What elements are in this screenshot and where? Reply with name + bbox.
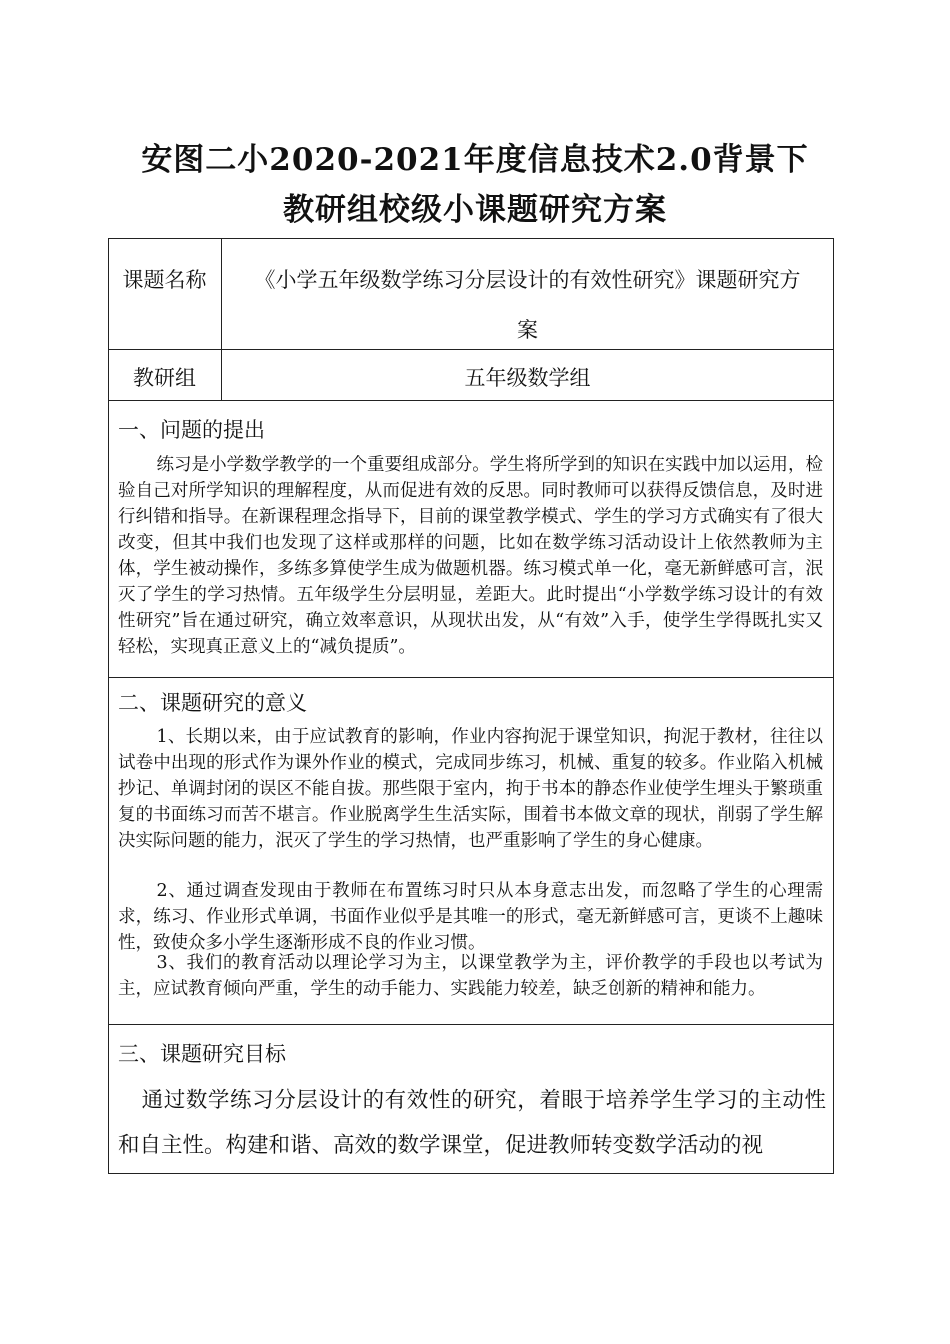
topic-name-value-line1: 《小学五年级数学练习分层设计的有效性研究》课题研究方 bbox=[254, 268, 801, 292]
row-divider bbox=[108, 677, 834, 678]
section1-body: 练习是小学数学教学的一个重要组成部分。学生将所学到的知识在实践中加以运用，检验自己对所学知识的理解程度，从而促进有效的反思。同时教师可以获得反馈信息，及时进行纠错和指导。在新课程理念指导下，目前的课堂教学模式、学生的学习方式确实有了很大改变，但其中我们也发现了这样或那样的问题，比如在数学练习活动设计上依然教师为主体，学生被动操作，多练多算使学生成为做题机器。练习模式单一化，毫无新鲜感可言，泯灭了学生的学习热情。五年级学生分层明显，差距大。此时提出“小学数学练习设计的有效性研究”旨在通过研究，确立效率意识，从现状出发，从“有效”入手，使学生学得既扎实又轻松，实现真正意义上的“减负提质”。 bbox=[118, 455, 823, 657]
section3-body: 通过数学练习分层设计的有效性的研究，着眼于培养学生学习的主动性和自主性。构建和谐、高效的数学课堂，促进教师转变数学活动的视 bbox=[118, 1088, 826, 1158]
research-group-label: 教研组 bbox=[133, 366, 196, 390]
section2-paragraph-2: 2、通过调查发现由于教师在布置练习时只从本身意志出发，而忽略了学生的心理需求，练习、作业形式单调，书面作业似乎是其唯一的形式，毫无新鲜感可言，更谈不上趣味性，致使众多小学生逐渐形成不良的作业习惯。 bbox=[118, 881, 823, 953]
row-divider bbox=[108, 400, 834, 401]
section2-paragraph-1: 1、长期以来，由于应试教育的影响，作业内容拘泥于课堂知识，拘泥于教材，往往以试卷中出现的形式作为课外作业的模式，完成同步练习，机械、重复的较多。作业陷入机械抄记、单调封闭的误区不能自拔。那些限于室内，拘于书本的静态作业使学生埋头于繁琐重复的书面练习而苦不堪言。作业脱离学生生活实际，围着书本做文章的现状，削弱了学生解决实际问题的能力，泯灭了学生的学习热情，也严重影响了学生的身心健康。 bbox=[118, 727, 823, 851]
research-group-value: 五年级数学组 bbox=[464, 366, 591, 390]
document-title-line1: 安图二小2020-2021年度信息技术2.0背景下 bbox=[141, 142, 809, 178]
section1-heading: 一、问题的提出 bbox=[118, 418, 265, 442]
row-divider bbox=[108, 1024, 834, 1025]
topic-name-label: 课题名称 bbox=[122, 268, 207, 292]
document-title-line2: 教研组校级小课题研究方案 bbox=[283, 192, 667, 228]
section3-heading: 三、课题研究目标 bbox=[118, 1042, 286, 1066]
topic-name-value-line2: 案 bbox=[517, 318, 538, 342]
section2-paragraph-3: 3、我们的教育活动以理论学习为主，以课堂教学为主，评价教学的手段也以考试为主，应试教育倾向严重，学生的动手能力、实践能力较差，缺乏创新的精神和能力。 bbox=[118, 953, 823, 999]
row-divider bbox=[108, 349, 834, 350]
section2-heading: 二、课题研究的意义 bbox=[118, 691, 307, 715]
